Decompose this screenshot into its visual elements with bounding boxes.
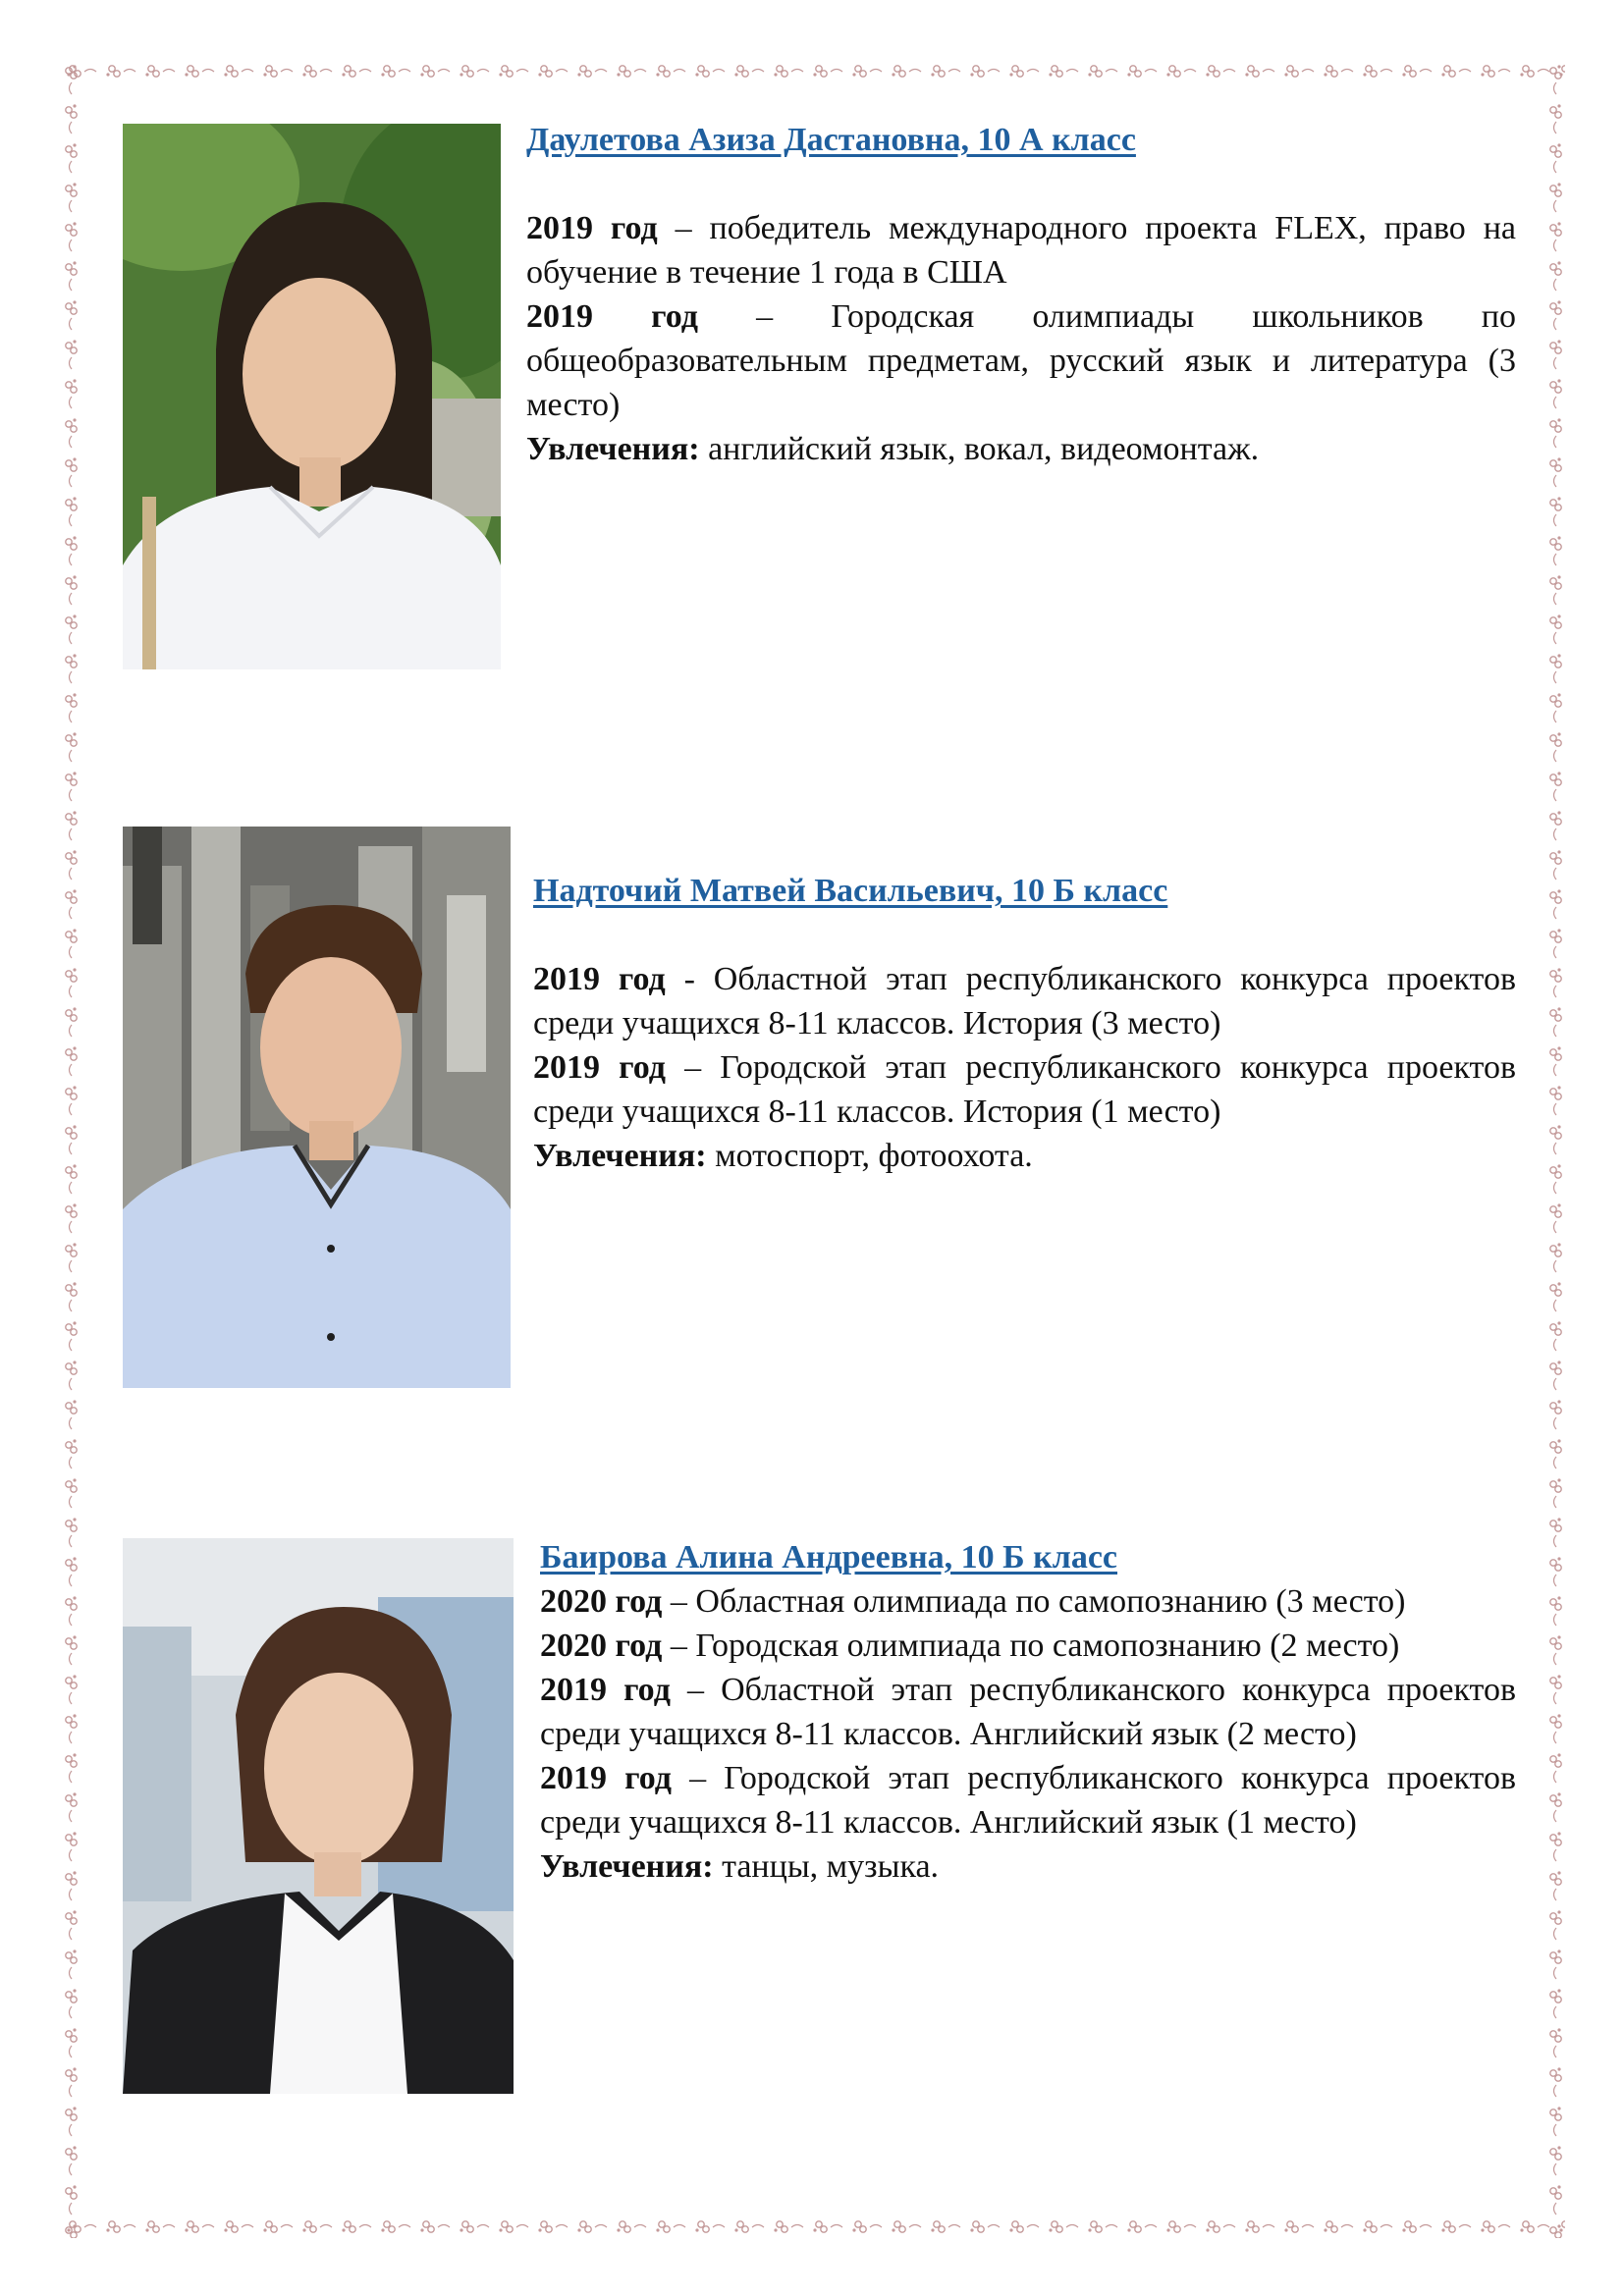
portrait-girl-black-blazer-photo <box>123 1538 514 2094</box>
hobbies-label: Увлечения: <box>540 1848 714 1885</box>
achievement-year: 2020 год <box>540 1583 663 1620</box>
student-card-2 <box>533 869 1516 1178</box>
achievement-text: – Областной этап республиканского конкурса проектов среди учащихся 8-11 классов. Английский язык (2 место) <box>540 1672 1517 1752</box>
achievement-year: 2019 год <box>526 210 658 246</box>
achievement-entry <box>533 957 1516 1045</box>
hobbies-label: Увлечения: <box>526 431 700 467</box>
achievement-entry <box>540 1579 1516 1624</box>
achievement-year: 2019 год <box>533 1049 666 1086</box>
achievement-year: 2019 год <box>533 961 666 997</box>
student-name-link[interactable]: Баирова Алина Андреевна, 10 Б класс <box>540 1539 1118 1575</box>
achievement-text: - Областной этап республиканского конкурса проектов среди учащихся 8-11 классов. История (3 место) <box>533 961 1516 1041</box>
hobbies-line <box>540 1844 1516 1889</box>
portrait-boy-blue-shirt-photo <box>123 827 511 1388</box>
achievement-text: – победитель международного проекта FLEX, право на обучение в течение 1 года в США <box>526 210 1516 291</box>
ornament-border-top <box>63 61 1565 82</box>
achievement-year: 2019 год <box>540 1672 671 1708</box>
achievement-entry <box>540 1668 1516 1756</box>
achievement-year: 2019 год <box>540 1760 672 1796</box>
achievement-year: 2019 год <box>526 298 698 335</box>
student-name-link[interactable]: Даулетова Азиза Дастановна, 10 А класс <box>526 122 1136 158</box>
ornament-border-left <box>61 61 82 2238</box>
hobbies-text: английский язык, вокал, видеомонтаж. <box>699 431 1260 467</box>
achievement-text: – Городской этап республиканского конкурса проектов среди учащихся 8-11 классов. История (1 место) <box>533 1049 1517 1130</box>
ornament-border-right <box>1545 61 1567 2238</box>
achievement-text: – Городская олимпиада по самопознанию (2 место) <box>662 1628 1400 1664</box>
hobbies-label: Увлечения: <box>533 1138 707 1174</box>
ornament-border-bottom <box>63 2216 1565 2238</box>
achievement-entry <box>540 1624 1516 1668</box>
achievement-entry <box>526 206 1516 294</box>
achievement-text: – Городской этап республиканского конкурса проектов среди учащихся 8-11 классов. Английский язык (1 место) <box>540 1760 1517 1841</box>
hobbies-line <box>533 1134 1516 1178</box>
achievement-entry <box>533 1045 1516 1134</box>
achievement-text: – Городская олимпиады школьников по общеобразовательным предметам, русский язык и литература (3 место) <box>526 298 1517 423</box>
achievement-entry <box>540 1756 1516 1844</box>
hobbies-line <box>526 427 1516 471</box>
student-card-3 <box>540 1535 1516 1889</box>
achievement-entry <box>526 294 1516 427</box>
achievement-year: 2020 год <box>540 1628 663 1664</box>
portrait-girl-white-blouse-photo <box>123 124 501 669</box>
student-name-link[interactable]: Надточий Матвей Васильевич, 10 Б класс <box>533 873 1168 909</box>
hobbies-text: мотоспорт, фотоохота. <box>706 1138 1033 1174</box>
achievement-text: – Областная олимпиада по самопознанию (3 место) <box>662 1583 1406 1620</box>
student-card-1 <box>526 118 1516 471</box>
hobbies-text: танцы, музыка. <box>713 1848 940 1885</box>
